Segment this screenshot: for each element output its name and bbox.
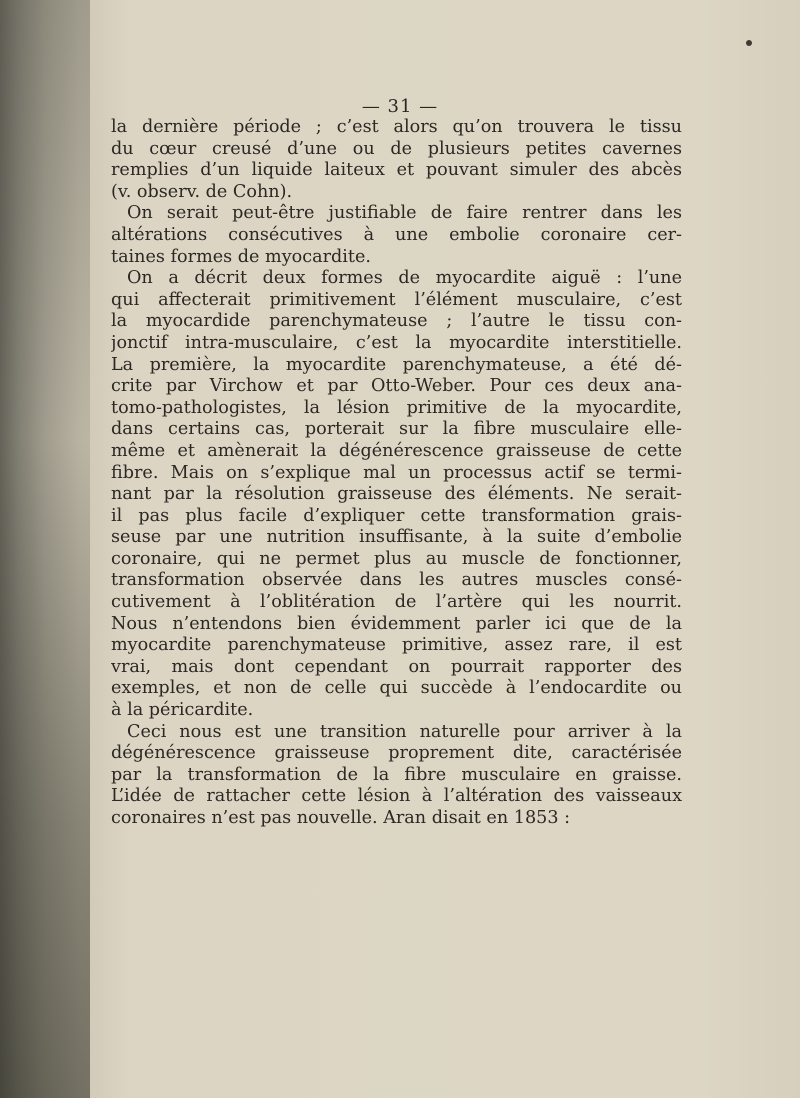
text-line: tomo-pathologistes, la lésion primitive de la myocardite, [111,397,682,418]
text-line: à la péricardite. [111,700,254,721]
text-line: vrai, mais dont cependant on pourrait rapporter des [111,656,682,677]
text-line: il pas plus facile d’expliquer cette transformation grais- [111,505,682,526]
ink-spot [746,40,752,46]
text-line: la myocardide parenchymateuse ; l’autre le tissu con- [111,311,682,332]
binding-gutter-shadow [0,0,90,1098]
text-line: coronaire, qui ne permet plus au muscle de fonctionner, [111,548,682,569]
text-line: fibre. Mais on s’explique mal un processus actif se termi- [111,462,682,483]
text-line: L’idée de rattacher cette lésion à l’altération des vaisseaux [111,786,682,807]
text-line: coronaires n’est pas nouvelle. Aran disait en 1853 : [111,808,571,828]
text-line: On serait peut-être justifiable de faire rentrer dans les [127,203,682,224]
text-line: la dernière période ; c’est alors qu’on trouvera le tissu [111,117,682,137]
text-line: jonctif intra-musculaire, c’est la myocardite interstitielle. [111,332,682,353]
text-line: transformation observée dans les autres muscles consé- [111,570,682,591]
text-line: Ceci nous est une transition naturelle pour arriver à la [127,721,682,742]
text-line: nant par la résolution graisseuse des éléments. Ne serait- [111,484,682,505]
body-text [111,117,682,830]
text-line: du cœur creusé d’une ou de plusieurs petites cavernes [111,138,682,159]
text-line: (v. observ. de Cohn). [111,181,293,202]
text-line: Nous n’entendons bien évidemment parler ici que de la [111,613,682,634]
text-line: qui affecterait primitivement l’élément musculaire, c’est [111,289,682,310]
text-line: altérations consécutives à une embolie coronaire cer- [111,224,682,245]
text-line: même et amènerait la dégénérescence graisseuse de cette [111,440,682,461]
text-line: La première, la myocardite parenchymateuse, a été dé- [111,354,682,375]
text-line: remplies d’un liquide laiteux et pouvant simuler des abcès [111,160,682,181]
text-line: taines formes de myocardite. [111,246,371,267]
text-line: myocardite parenchymateuse primitive, assez rare, il est [111,635,682,656]
text-line: seuse par une nutrition insuffisante, à la suite d’embolie [111,527,682,548]
text-line: par la transformation de la fibre musculaire en graisse. [111,764,682,785]
text-line: dans certains cas, porterait sur la fibre musculaire elle- [111,419,682,440]
text-line: cutivement à l’oblitération de l’artère qui les nourrit. [111,592,682,613]
page-number: — 31 — [361,96,439,117]
text-line: On a décrit deux formes de myocardite aiguë : l’une [127,268,682,289]
text-line: crite par Virchow et par Otto-Weber. Pour ces deux ana- [111,376,682,397]
text-line: exemples, et non de celle qui succède à l’endocardite ou [111,678,682,699]
text-line: dégénérescence graisseuse proprement dite, caractérisée [111,743,682,764]
